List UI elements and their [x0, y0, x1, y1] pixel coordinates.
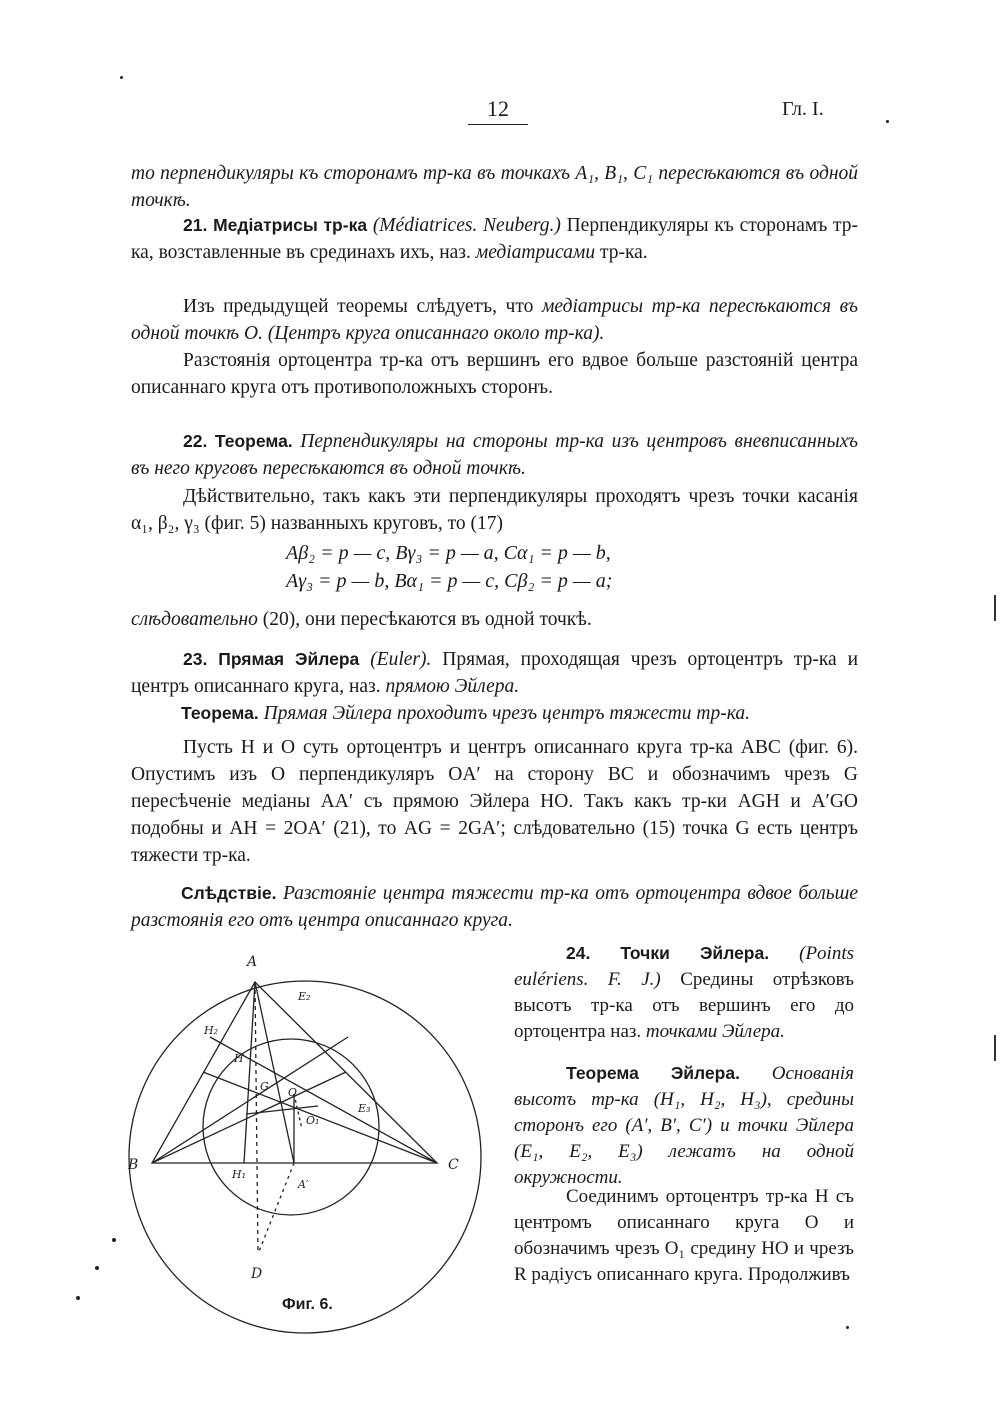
- theorem-text: Перпендикуляры на стороны тр-ка изъ центровъ вневписанныхъ въ него круговъ пересѣкаются въ одной точкѣ.: [131, 431, 858, 479]
- paragraph-conclusion: [131, 606, 858, 633]
- section-term: медіатрисами: [475, 242, 596, 263]
- section-number: 22.: [183, 431, 208, 451]
- paragraph-italic: медіатрисы тр-ка пересѣкаются въ одной точкѣ O. (Центръ круга описаннаго около тр-ка).: [131, 296, 858, 344]
- theorem-text: Основанія высотъ тр-ка (H₁, H₂, H₃), средины сторонъ его (A′, B′, C′) и точки Эйлера (E₁, E₂, E₃) лежатъ на одной окружности.: [514, 1063, 854, 1188]
- label-a-prime: A′: [298, 1178, 309, 1191]
- section-text: Средины отрѣзковъ высотъ тр-ка отъ вершинъ его до ортоцентра наз.: [514, 969, 855, 1042]
- paragraph-orthocenter-distances: Разстоянія ортоцентра тр-ка отъ вершинъ его вдвое больше разстояній центра описаннаго круга отъ противоположныхъ сторонъ.: [131, 350, 858, 398]
- theorem-euler: [514, 1060, 854, 1191]
- speck: [112, 1238, 116, 1242]
- paragraph-text: Изъ предыдущей теоремы слѣдуетъ, что: [183, 296, 534, 317]
- altitude-c: [210, 1037, 437, 1163]
- section-tail: тр-ка.: [599, 242, 648, 263]
- section-source: (Médiatrices. Neuberg.): [372, 215, 561, 236]
- section-title: Медіатрисы тр-ка: [213, 215, 368, 235]
- theorem-label: Теорема.: [181, 703, 259, 723]
- label-c: C: [448, 1157, 459, 1173]
- label-h1: H₁: [232, 1168, 247, 1181]
- corollary-text: Разстояніе центра тяжести тр-ка отъ ортоцентра вдвое больше разстоянія его отъ центра описаннаго круга.: [131, 883, 859, 931]
- section-22: [131, 428, 858, 482]
- paragraph-proof: Дѣйствительно, такъ какъ эти перпендикуляры проходятъ чрезъ точки касанія α₁, β₂, γ₃ (фиг. 5) названныхъ круговъ, то (17): [131, 486, 858, 534]
- figure-6: [118, 944, 502, 1282]
- section-title: Теорема.: [214, 431, 293, 451]
- label-o: O: [288, 1086, 298, 1099]
- median-c: [203, 1072, 437, 1163]
- speck: [120, 76, 123, 79]
- section-23: [131, 646, 858, 700]
- section-term: прямою Эйлера.: [385, 676, 520, 697]
- section-term: точками Эйлера.: [645, 1021, 785, 1042]
- circumcircle: [129, 981, 481, 1333]
- speck: [76, 1296, 80, 1300]
- theorem-euler-line: [131, 700, 858, 727]
- equation-line-1: Aβ₂ = p — c, Bγ₃ = p — a, Cα₁ = p — b,: [286, 542, 611, 564]
- section-number: 23.: [183, 649, 208, 669]
- altitude-a: [244, 982, 255, 1163]
- line-od: [294, 1094, 302, 1129]
- section-21: [131, 212, 858, 266]
- edge-mark: [994, 1035, 996, 1061]
- paragraph-euler-proof: Пусть H и O суть ортоцентръ и центръ описаннаго круга тр-ка ABC (фиг. 6). Опустимъ изъ O перпендикуляръ OA′ на сторону BC и обозначимъ чрезъ G пересѣченіе медіаны AA′ съ прямою Эйлера HO. Такъ какъ тр-ки AGH и A′GO подобны и AH = 2OA′ (21), то AG = 2GA′; слѣдовательно (15) точка G есть центръ тяжести тр-ка.: [131, 737, 858, 866]
- label-g: G: [260, 1080, 269, 1093]
- diameter-ad: [255, 982, 258, 1254]
- label-o1: O₁: [306, 1114, 320, 1127]
- corollary: [131, 880, 858, 934]
- edge-mark: [994, 595, 996, 621]
- label-e2: E₂: [298, 990, 311, 1003]
- section-source: (Points eulériens. F. J.): [514, 943, 855, 990]
- speck: [95, 1266, 99, 1270]
- section-title: Точки Эйлера.: [620, 943, 770, 963]
- label-b: B: [128, 1157, 139, 1173]
- chapter-label: Гл. I.: [782, 98, 824, 120]
- theorem-label: Теорема Эйлера.: [566, 1063, 740, 1083]
- section-text: Прямая, проходящая чрезъ ортоцентръ тр-ка и центръ описаннаго круга, наз.: [131, 649, 859, 697]
- line-ad: [258, 1163, 294, 1254]
- paragraph-construction: Соединимъ ортоцентръ тр-ка H съ центромъ описаннаго круга O и обозначимъ чрезъ O₁ средину HO и чрезъ R радіусъ описаннаго круга. Продолживъ: [514, 1186, 854, 1285]
- label-h: H: [234, 1052, 244, 1065]
- label-e3: E₃: [358, 1102, 371, 1115]
- median-a: [255, 982, 294, 1163]
- paragraph-italic: слѣдовательно: [131, 609, 258, 630]
- section-title: Прямая Эйлера: [218, 649, 360, 669]
- label-a: A: [247, 954, 258, 970]
- speck: [846, 1326, 849, 1329]
- paragraph-mediatrix-theorem: [131, 293, 858, 347]
- section-text: Перпендикуляры къ сторонамъ тр-ка, возставленные въ срединахъ ихъ, наз.: [131, 215, 859, 263]
- section-number: 21.: [183, 215, 208, 235]
- section-number: 24.: [566, 943, 591, 963]
- theorem-text: Прямая Эйлера проходитъ чрезъ центръ тяжести тр-ка.: [263, 703, 750, 724]
- section-24: [514, 940, 854, 1045]
- figure-caption: Фиг. 6.: [282, 1296, 333, 1313]
- paragraph-text: (20), они пересѣкаются въ одной точкѣ.: [262, 609, 592, 630]
- page-number: 12: [468, 96, 528, 125]
- label-h2: H₂: [204, 1024, 219, 1037]
- label-d: D: [251, 1266, 263, 1282]
- equation-line-2: Aγ₃ = p — b, Bα₁ = p — c, Cβ₂ = p — a;: [286, 570, 613, 592]
- section-source: (Euler).: [370, 649, 432, 670]
- corollary-label: Слѣдствіе.: [181, 883, 277, 903]
- paragraph-continued: то перпендикуляры къ сторонамъ тр-ка въ точкахъ A₁, B₁, C₁ пересѣкаются въ одной точкѣ.: [131, 163, 858, 211]
- speck: [886, 120, 889, 123]
